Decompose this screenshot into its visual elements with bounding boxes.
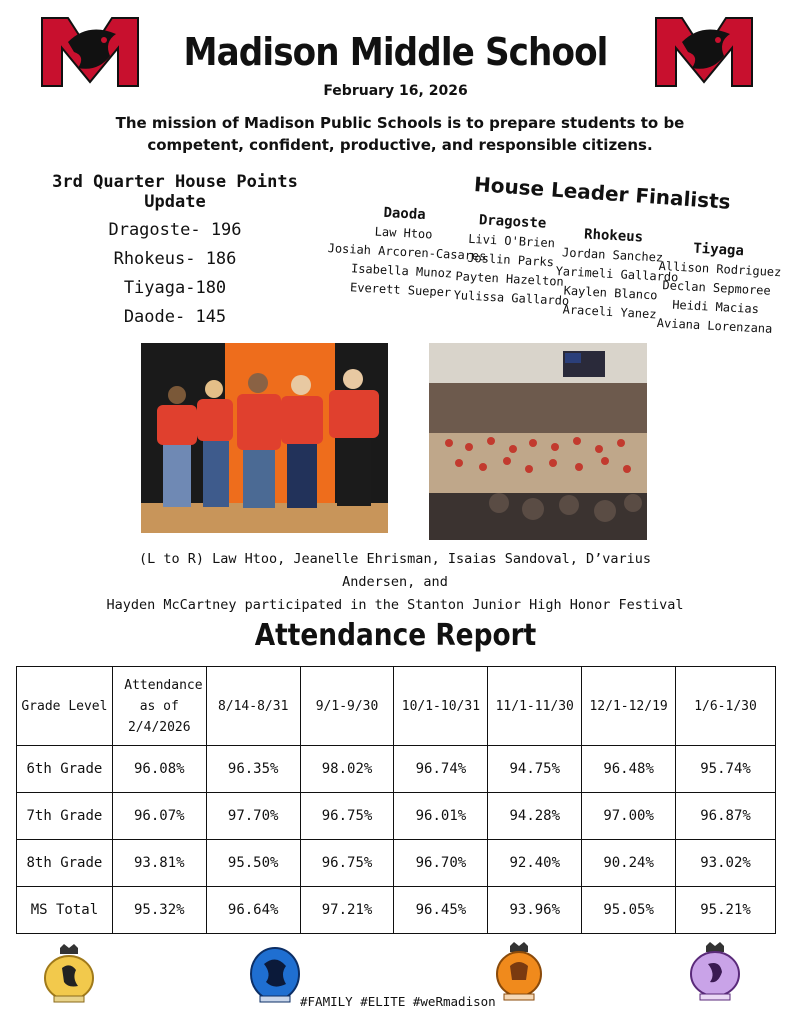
column-header: 12/1-12/19: [582, 667, 676, 746]
column-header: 11/1-11/30: [488, 667, 582, 746]
grade-cell: 7th Grade: [17, 793, 113, 840]
table-cell: 96.64%: [206, 887, 300, 934]
daoda-crest-icon: [40, 942, 98, 1004]
table-row: [17, 840, 776, 887]
column-header: 9/1-9/30: [300, 667, 394, 746]
house-points-row: Rhokeus- 186: [113, 249, 237, 269]
finalist-name: Everett Sueper: [349, 280, 452, 300]
finalist-name: Law Htoo: [374, 224, 433, 242]
table-cell: 98.02%: [300, 746, 394, 793]
table-cell: 94.28%: [488, 793, 582, 840]
table-cell: 96.35%: [206, 746, 300, 793]
grade-cell: MS Total: [17, 887, 113, 934]
finalist-name: Josiah Arcoren-Casares: [327, 241, 487, 264]
table-cell: 95.74%: [676, 746, 776, 793]
caption-line: Hayden McCartney participated in the Stanton Junior High Honor Festival: [106, 597, 684, 613]
column-header: 1/6-1/30: [676, 667, 776, 746]
finalist-name: Livi O'Brien: [467, 231, 556, 251]
table-cell: 93.81%: [112, 840, 206, 887]
column-header-text: Attendance as of 2/4/2026: [124, 677, 203, 735]
table-cell: 90.24%: [582, 840, 676, 887]
house-tiyaga: [655, 239, 782, 339]
finalist-name: Heidi Macias: [671, 297, 760, 317]
table-row: [17, 746, 776, 793]
column-header: Grade Level: [17, 667, 113, 746]
table-cell: 96.45%: [394, 887, 488, 934]
rhokeus-crest-icon: [490, 940, 548, 1002]
house-points-heading: 3rd Quarter House Points Update: [52, 172, 298, 212]
page-title: Madison Middle School: [183, 30, 608, 74]
finalist-name: Payten Hazelton: [455, 269, 565, 289]
finalist-name: Yulissa Gallardo: [453, 288, 570, 309]
house-points-row: Dragoste- 196: [108, 220, 242, 240]
table-header-row: [17, 667, 776, 746]
table-cell: 95.32%: [112, 887, 206, 934]
column-header: [112, 667, 206, 746]
table-cell: 92.40%: [488, 840, 582, 887]
table-cell: 96.75%: [300, 793, 394, 840]
caption-line: (L to R) Law Htoo, Jeanelle Ehrisman, Isaias Sandoval, D’varius Andersen, and: [138, 551, 652, 590]
dragoste-crest-icon: [246, 942, 304, 1004]
column-header: 8/14-8/31: [206, 667, 300, 746]
grade-cell: 8th Grade: [17, 840, 113, 887]
table-cell: 95.50%: [206, 840, 300, 887]
table-cell: 95.21%: [676, 887, 776, 934]
photo-caption: [100, 548, 690, 617]
table-row: [17, 887, 776, 934]
table-cell: 96.74%: [394, 746, 488, 793]
finalist-name: Jordan Sanchez: [561, 245, 664, 265]
footer-hashtags: #FAMILY #ELITE #weRmadison: [300, 994, 496, 1009]
finalist-name: Declan Sepmoree: [662, 278, 772, 298]
house-points-row: Daode- 145: [123, 307, 227, 327]
table-cell: 96.70%: [394, 840, 488, 887]
grade-cell: 6th Grade: [17, 746, 113, 793]
table-row: [17, 793, 776, 840]
table-cell: 97.00%: [582, 793, 676, 840]
house-name: Dragoste: [478, 212, 547, 232]
finalist-name: Aviana Lorenzana: [656, 315, 773, 336]
table-cell: 94.75%: [488, 746, 582, 793]
column-header: 10/1-10/31: [394, 667, 488, 746]
table-cell: 96.08%: [112, 746, 206, 793]
finalist-name: Joslin Parks: [466, 250, 555, 270]
table-cell: 97.70%: [206, 793, 300, 840]
mission-statement: The mission of Madison Public Schools is to prepare students to be competent, confident, productive, and responsible citizens.: [115, 114, 685, 154]
house-points-row: Tiyaga-180: [123, 278, 227, 298]
attendance-table: [16, 666, 776, 934]
students-photo: [141, 343, 388, 533]
house-leader-heading: House Leader Finalists: [473, 172, 732, 214]
house-dragoste: [453, 211, 568, 311]
table-cell: 96.87%: [676, 793, 776, 840]
table-cell: 96.75%: [300, 840, 394, 887]
table-cell: 97.21%: [300, 887, 394, 934]
festival-photo: [429, 343, 647, 540]
newsletter-date: February 16, 2026: [323, 83, 468, 99]
table-cell: 96.01%: [394, 793, 488, 840]
house-name: Rhokeus: [583, 226, 644, 246]
finalist-name: Allison Rodriguez: [658, 258, 782, 280]
finalist-name: Isabella Munoz: [350, 261, 453, 281]
table-cell: 93.02%: [676, 840, 776, 887]
table-cell: 93.96%: [488, 887, 582, 934]
table-cell: 95.05%: [582, 887, 676, 934]
house-points-section: [40, 172, 310, 332]
table-cell: 96.07%: [112, 793, 206, 840]
attendance-title: Attendance Report: [254, 618, 537, 653]
finalist-name: Yarimeli Gallardo: [555, 264, 679, 285]
house-name: Daoda: [383, 204, 427, 224]
table-cell: 96.48%: [582, 746, 676, 793]
finalist-name: Araceli Yanez: [562, 302, 657, 322]
house-name: Tiyaga: [692, 240, 745, 260]
finalist-name: Kaylen Blanco: [563, 283, 658, 303]
tiyaga-crest-icon: [686, 940, 744, 1002]
house-rhokeus: [553, 225, 679, 325]
